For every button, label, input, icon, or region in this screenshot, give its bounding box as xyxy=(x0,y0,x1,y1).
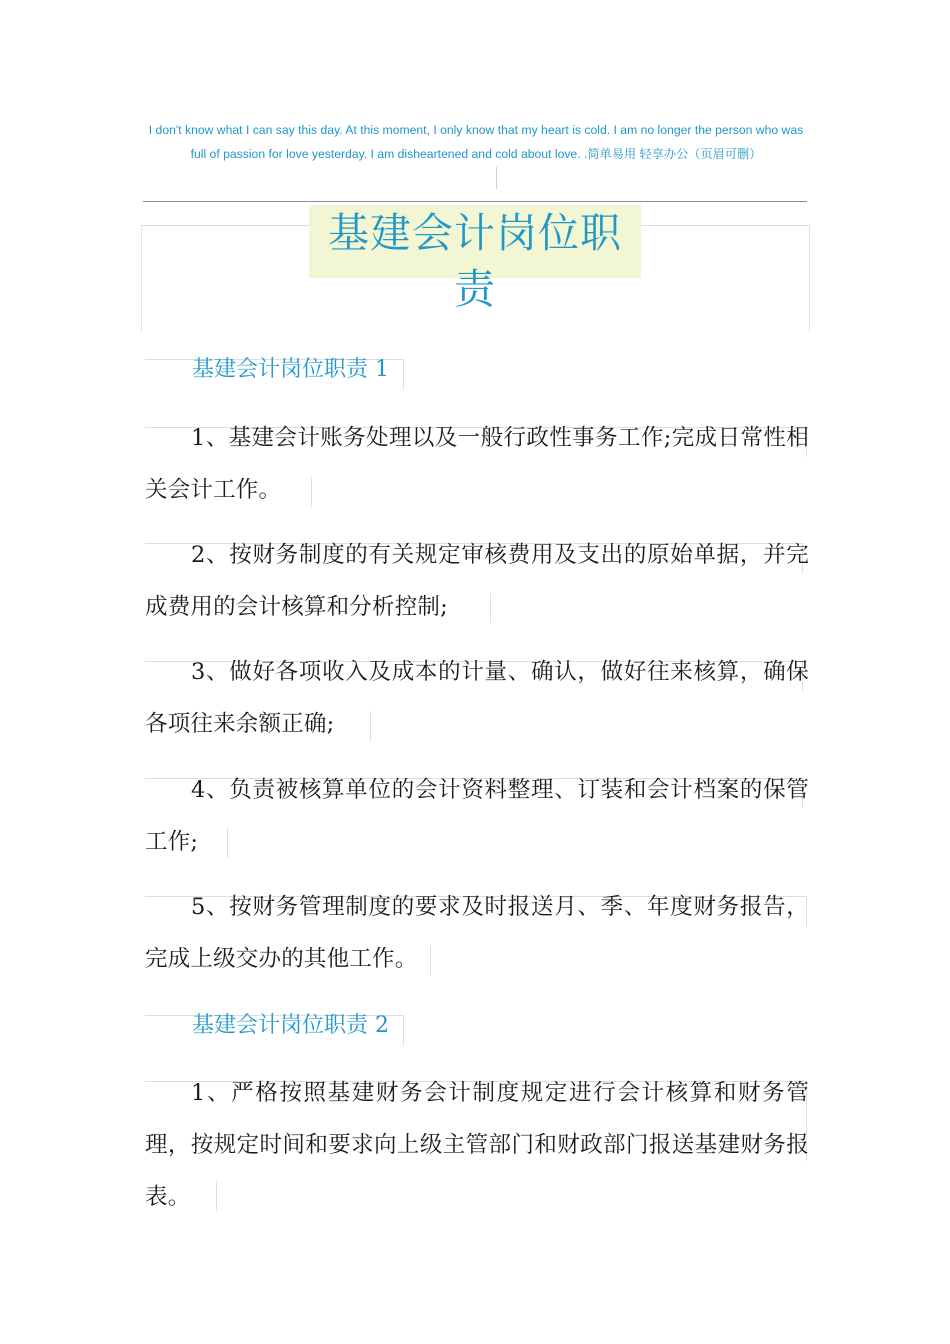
list-item: 3、做好各项收入及成本的计量、确认，做好往来核算，确保各项往来余额正确; xyxy=(145,659,809,737)
list-item: 1、严格按照基建财务会计制度规定进行会计核算和财务管理，按规定时间和要求向上级主管部门和财政部门报送基建财务报表。 xyxy=(145,1080,809,1210)
page-header-text: I don't know what I can say this day. At this moment, I only know that my heart is cold. I am no longer the person who was full of passion for love yesterday. I am disheartened and cold about love. .简单易用 轻享办公（页眉可删） xyxy=(148,123,804,161)
list-item: 2、按财务制度的有关规定审核费用及支出的原始单据，并完成费用的会计核算和分析控制; xyxy=(145,542,809,620)
paragraph-mark xyxy=(403,1015,404,1045)
list-item: 1、基建会计账务处理以及一般行政性事务工作;完成日常性相关会计工作。 xyxy=(145,425,809,503)
list-item: 4、负责被核算单位的会计资料整理、订装和会计档案的保管工作; xyxy=(145,777,809,855)
section-heading-1: 基建会计岗位职责 1 xyxy=(192,357,389,382)
section-heading-2: 基建会计岗位职责 2 xyxy=(192,1013,389,1038)
paragraph-mark xyxy=(403,359,404,389)
list-item: 5、按财务管理制度的要求及时报送月、季、年度财务报告，完成上级交办的其他工作。 xyxy=(145,894,809,972)
document-title: 基建会计岗位职责 xyxy=(309,205,641,278)
header-divider xyxy=(143,201,807,202)
header-end-mark xyxy=(496,167,497,189)
